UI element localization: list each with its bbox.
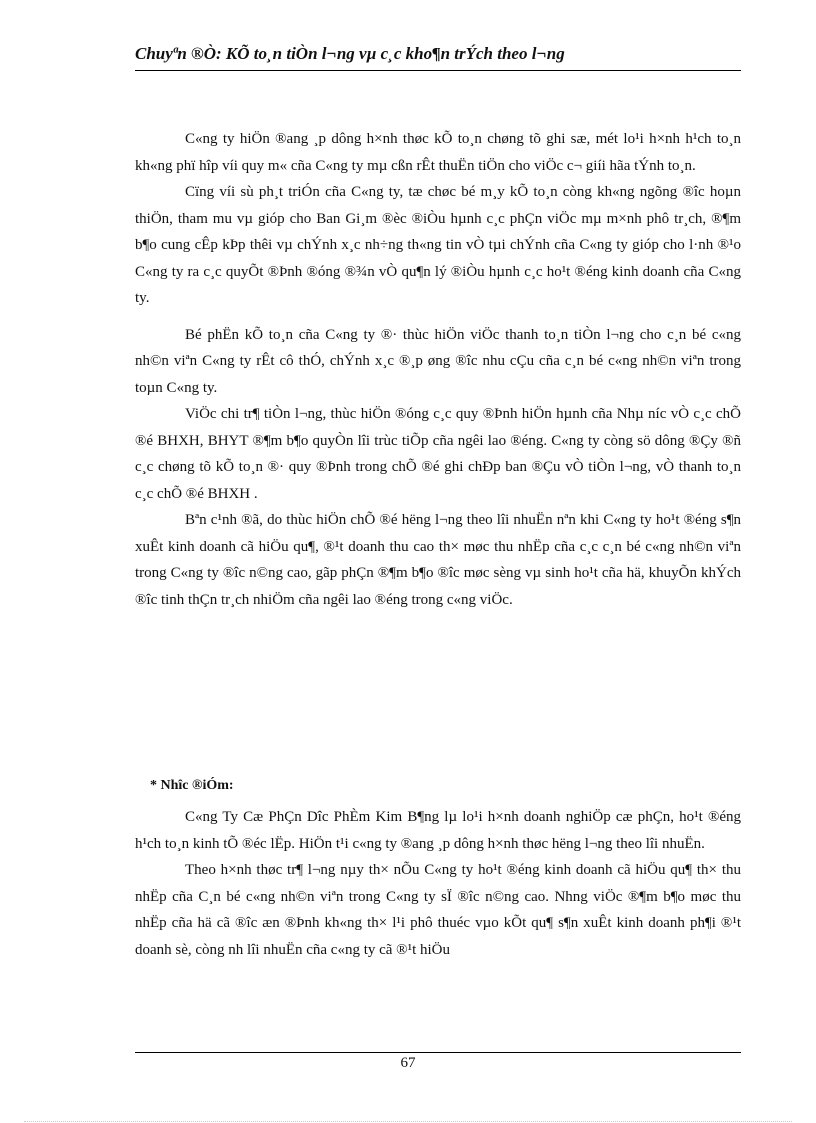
paragraph: ViÖc chi tr¶ tiÒn l¬ng, thùc hiÖn ®óng c¸c quy ®Þnh hiÖn hµnh cña Nhµ níc vÒ c¸c chÕ ®é BHXH, BHYT ®¶m b¶o quyÒn lîi trùc tiÕp cña ngêi lao ®éng. C«ng ty còng sö dông ®Çy ®ñ c¸c chøng tõ kÕ to¸n ®· quy ®Þnh trong chÕ ®é ghi chÐp ban ®Çu vÒ tiÒn l¬ng, vÒ thanh to¸n c¸c chÕ ®é BHXH .	[135, 406, 741, 502]
note-body	[135, 804, 741, 963]
section-heading: * Nhîc ®iÓm:	[150, 778, 234, 793]
page-edge	[24, 1121, 792, 1122]
document-header-title: Chuyªn ®Ò: KÕ to¸n tiÒn l¬ng vµ c¸c kho¶n trÝch theo l¬ng	[135, 44, 565, 63]
paragraph: C«ng Ty Cæ PhÇn Dîc PhÈm Kim B¶ng lµ lo¹i h×nh doanh nghiÖp cæ phÇn, ho¹t ®éng h¹ch to¸n kinh tÕ ®éc lËp. HiÖn t¹i c«ng ty ®ang ¸p dông h×nh thøc hëng l¬ng theo lîi nhuËn.	[135, 809, 741, 852]
paragraph: Bé phËn kÕ to¸n cña C«ng ty ®· thùc hiÖn viÖc thanh to¸n tiÒn l¬ng cho c¸n bé c«ng nh©n viªn C«ng ty rÊt cô thÓ, chÝnh x¸c ®¸p øng ®îc nhu cÇu cña c¸n bé c«ng nh©n viªn trong toµn C«ng ty.	[135, 326, 741, 396]
paragraph: C«ng ty hiÖn ®ang ¸p dông h×nh thøc kÕ to¸n chøng tõ ghi sæ, mét lo¹i h×nh h¹ch to¸n kh«ng phï hîp víi quy m« cña C«ng ty mµ cßn rÊt thuËn tiÖn cho viÖc c¬ giíi hãa tÝnh to¸n.	[135, 131, 741, 174]
footer-divider	[135, 1052, 741, 1053]
paragraph: Cïng víi sù ph¸t triÓn cña C«ng ty, tæ chøc bé m¸y kÕ to¸n còng kh«ng ngõng ®îc hoµn thiÖn, tham mu vµ gióp cho Ban Gi¸m ®èc ®iÒu hµnh c¸c phÇn viÖc mµ m×nh phô tr¸ch, ®¶m b¶o cung cÊp kÞp thêi vµ chÝnh x¸c nh÷ng th«ng tin vÒ tµi chÝnh cña C«ng ty gióp cho l·nh ®¹o C«ng ty ra c¸c quyÕt ®Þnh ®óng ®¾n vÒ qu¶n lý ®iÒu hµnh c¸c ho¹t ®éng kinh doanh cña C«ng ty.	[135, 184, 741, 306]
page-number: 67	[400, 1055, 416, 1071]
paragraph: Theo h×nh thøc tr¶ l¬ng nµy th× nÕu C«ng ty ho¹t ®éng kinh doanh cã hiÖu qu¶ th× thu nhËp cña C¸n bé c«ng nh©n viªn trong C«ng ty sÏ ®îc n©ng cao. Nhng viÖc ®¶m b¶o møc thu nhËp cña hä cã ®îc æn ®Þnh kh«ng th× l¹i phô thuéc vµo kÕt qu¶ s¶n xuÊt kinh doanh ph¶i ®¹t doanh sè, còng nh lîi nhuËn cña c«ng ty cã ®¹t hiÖu	[135, 862, 741, 958]
header-divider	[135, 70, 741, 71]
main-body	[135, 126, 741, 613]
paragraph: Bªn c¹nh ®ã, do thùc hiÖn chÕ ®é hëng l¬ng theo lîi nhuËn nªn khi C«ng ty ho¹t ®éng s¶n xuÊt kinh doanh cã hiÖu qu¶, ®¹t doanh thu cao th× møc thu nhËp cña c¸c c¸n bé c«ng nh©n viªn trong C«ng ty ®îc n©ng cao, gãp phÇn ®¶m b¶o ®îc møc sèng vµ sinh ho¹t cña hä, khuyÕn khÝch ®îc tinh thÇn tr¸ch nhiÖm cña ngêi lao ®éng trong c«ng viÖc.	[135, 512, 741, 608]
